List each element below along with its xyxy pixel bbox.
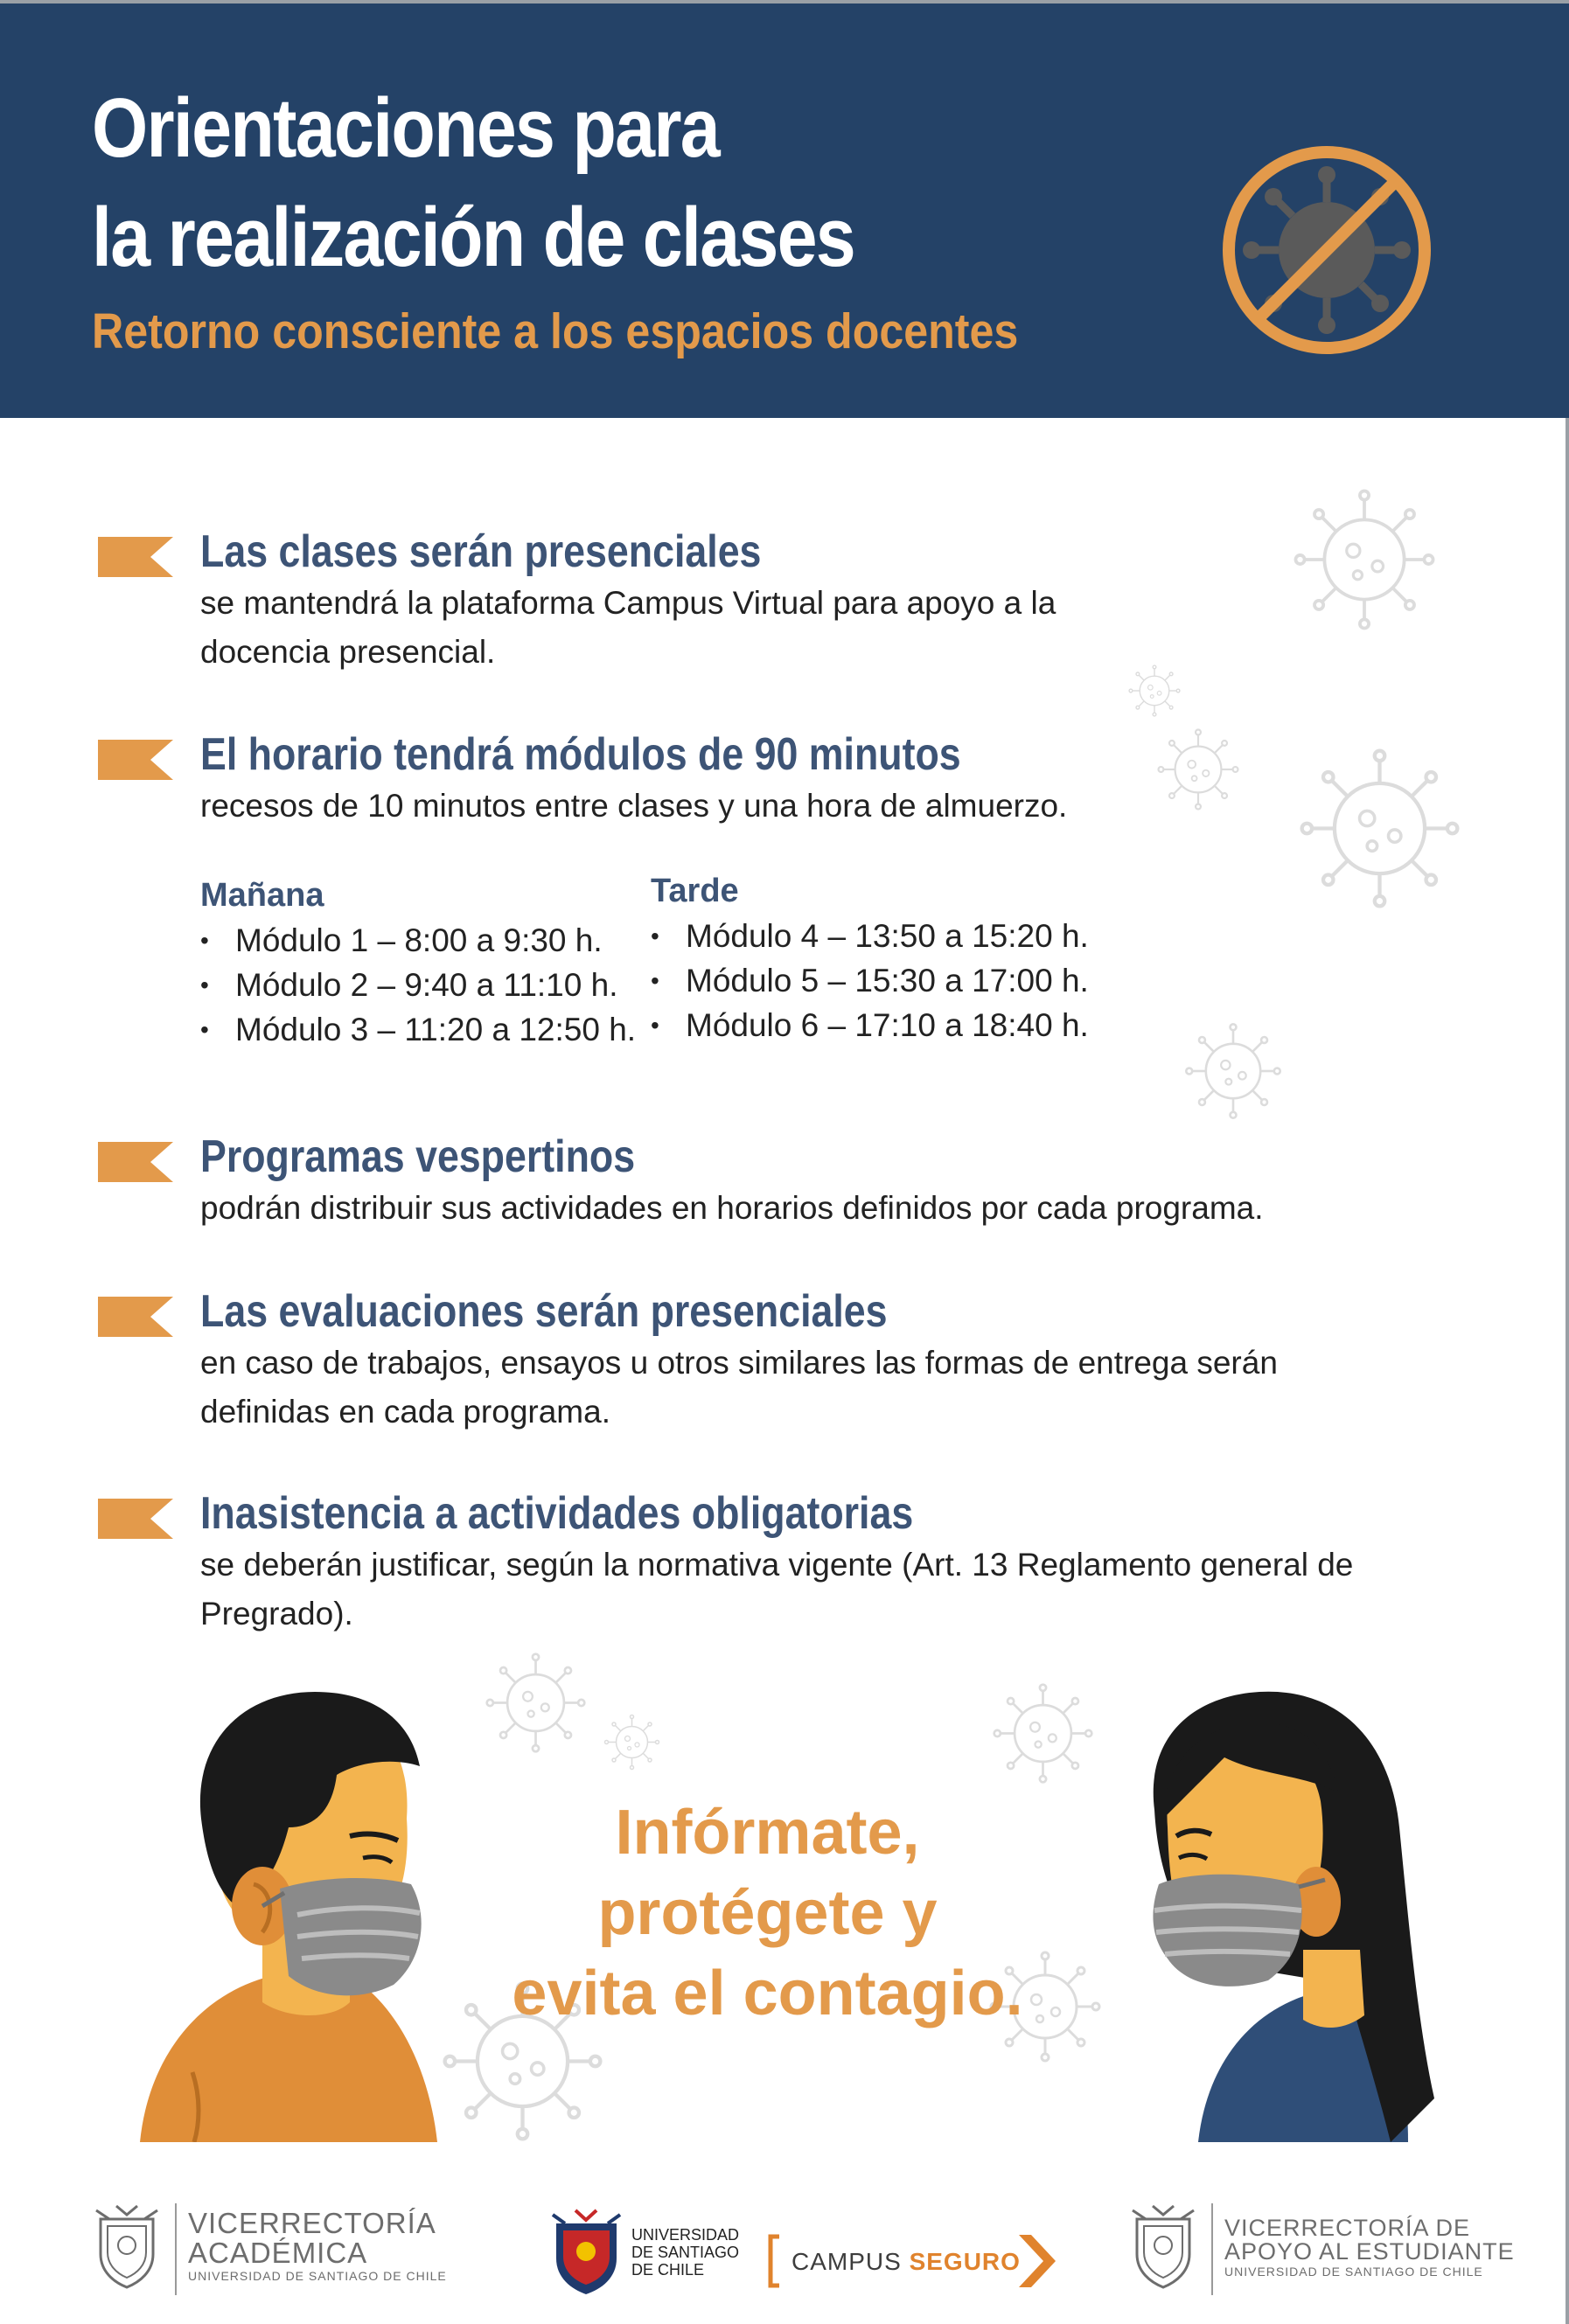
schedule-morning-heading: Mañana — [200, 877, 324, 914]
slogan — [490, 1792, 1045, 2034]
virus-decoration-icon — [599, 1709, 665, 1775]
footer-divider — [1211, 2203, 1213, 2295]
usach-crest-icon — [549, 2208, 624, 2295]
schedule-morning-list — [200, 918, 636, 1052]
orange-flag-icon — [98, 537, 173, 577]
orange-flag-icon — [98, 1297, 173, 1337]
schedule-module: • Módulo 6 – 17:10 a 18:40 h. — [651, 1003, 1089, 1047]
vae-line-2: APOYO AL ESTUDIANTE — [1224, 2238, 1515, 2265]
schedule-module: • Módulo 5 – 15:30 a 17:00 h. — [651, 958, 1089, 1003]
slogan-line-3: evita el contagio. — [512, 1959, 1023, 2028]
header-banner — [0, 0, 1569, 418]
schedule-module: • Módulo 2 – 9:40 a 11:10 h. — [200, 963, 636, 1007]
schedule-module: • Módulo 1 – 8:00 a 9:30 h. — [200, 918, 636, 963]
va-line-1: VICERRECTORÍA — [188, 2207, 436, 2239]
vicerrectoria-estudiante-logo — [1224, 2216, 1515, 2279]
schedule-afternoon-list — [651, 914, 1089, 1047]
slogan-line-1: Infórmate, — [615, 1798, 920, 1868]
page-title-line-1: Orientaciones para — [92, 81, 719, 175]
usach-logo-text — [631, 2226, 739, 2279]
item-description: se deberán justificar, según la normativa vigente (Art. 13 Reglamento general de Pregrado). — [200, 1547, 1354, 1632]
masked-man-illustration — [131, 1687, 446, 2142]
slogan-line-2: protégete y — [597, 1878, 938, 1948]
schedule-afternoon-heading: Tarde — [651, 873, 739, 909]
virus-decoration-icon — [984, 1674, 1102, 1792]
campus-word: CAMPUS — [791, 2248, 902, 2275]
item-description: se mantendrá la plataforma Campus Virtual para apoyo a la docencia presencial. — [200, 585, 1056, 670]
va-line-3: UNIVERSIDAD DE SANTIAGO DE CHILE — [188, 2269, 447, 2283]
schedule-module: • Módulo 4 – 13:50 a 15:20 h. — [651, 914, 1089, 958]
orange-flag-icon — [98, 1142, 173, 1182]
seguro-word: SEGURO — [909, 2248, 1021, 2275]
university-crest-icon — [92, 2202, 162, 2289]
page-title-line-2: la realización de clases — [92, 191, 854, 284]
orange-flag-icon — [98, 740, 173, 780]
no-virus-icon — [1220, 143, 1434, 358]
item-title: El horario tendrá módulos de 90 minutos — [200, 729, 961, 780]
usach-line-1: UNIVERSIDAD — [631, 2226, 740, 2244]
item-description: recesos de 10 minutos entre clases y una hora de almuerzo. — [200, 788, 1068, 824]
item-description: en caso de trabajos, ensayos u otros similares las formas de entrega serán definidas en cada programa. — [200, 1345, 1278, 1430]
masked-woman-illustration — [1137, 1687, 1434, 2142]
schedule-module: • Módulo 3 – 11:20 a 12:50 h. — [200, 1007, 636, 1052]
item-title: Programas vespertinos — [200, 1131, 636, 1182]
item-title: Inasistencia a actividades obligatorias — [200, 1488, 914, 1539]
vae-line-3: UNIVERSIDAD DE SANTIAGO DE CHILE — [1224, 2265, 1483, 2279]
usach-line-2: DE SANTIAGO — [631, 2244, 740, 2261]
vae-line-1: VICERRECTORÍA DE — [1224, 2215, 1471, 2241]
footer-divider — [175, 2203, 177, 2295]
item-title: Las clases serán presenciales — [200, 526, 762, 577]
virus-decoration-icon — [1176, 1014, 1290, 1128]
virus-decoration-icon — [477, 1644, 595, 1762]
item-description: podrán distribuir sus actividades en horarios definidos por cada programa. — [200, 1190, 1264, 1226]
campus-seguro-logo — [791, 2247, 1021, 2277]
va-line-2: ACADÉMICA — [188, 2237, 368, 2269]
orange-flag-icon — [98, 1499, 173, 1539]
item-title: Las evaluaciones serán presenciales — [200, 1286, 888, 1337]
vicerrectoria-academica-logo — [188, 2209, 447, 2284]
page-subtitle: Retorno consciente a los espacios docentes — [92, 303, 1019, 359]
usach-line-3: DE CHILE — [631, 2261, 705, 2279]
page-edge — [1566, 418, 1569, 2324]
university-crest-icon — [1128, 2202, 1198, 2289]
